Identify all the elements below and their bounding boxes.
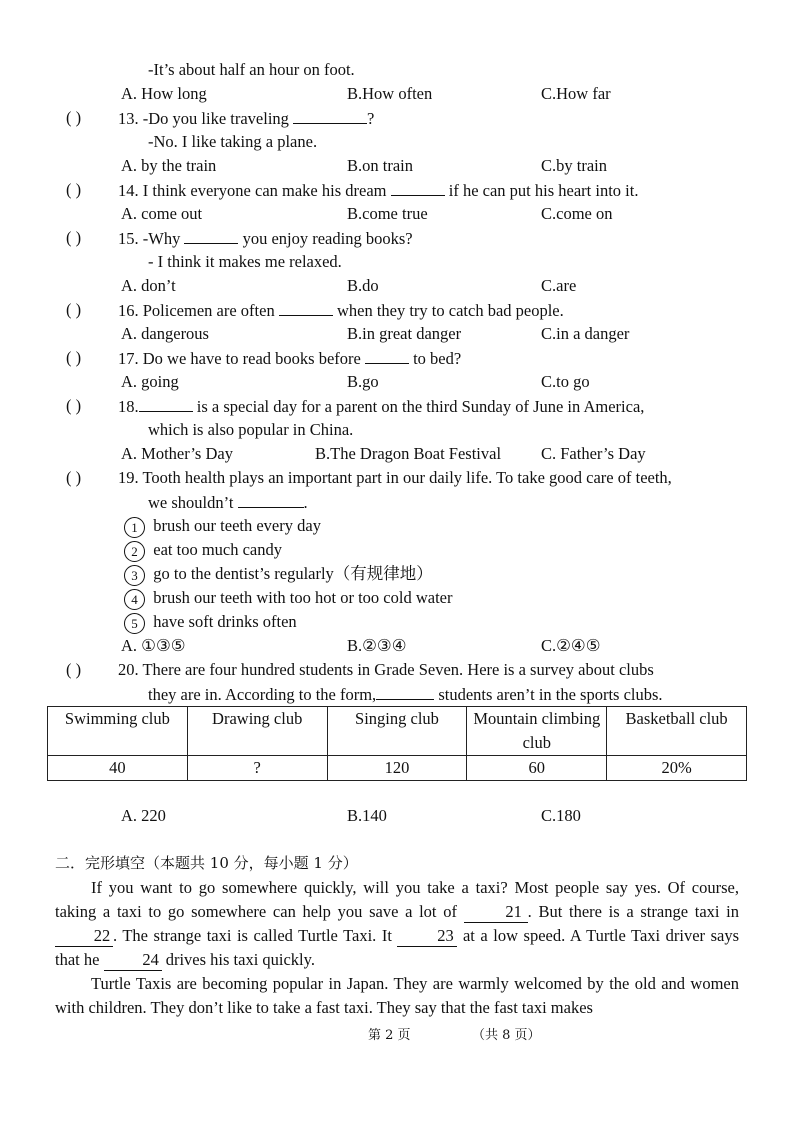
table-header-cell: Drawing club (187, 707, 327, 756)
q17-option-b: B.go (347, 372, 379, 391)
q16-blank (279, 298, 333, 316)
q20-stem-line2: they are in. According to the form, students aren’t in the sports clubs. (148, 682, 663, 707)
blank-22[interactable]: 22 (55, 926, 113, 947)
passage-paragraph-1: If you want to go somewhere quickly, will you take a taxi? Most people say yes. Of course, taking a taxi to go somewhere can help you save a lot of 21 . But there is a strange taxi in 22 . The strange taxi is called Turtle Taxi. It 23 at a low speed. A Turtle Taxi driver says that he 24 drives his taxi quickly. (55, 878, 739, 969)
q18-stem-line2: which is also popular in China. (148, 420, 354, 439)
q15-option-a: A. don’t (121, 276, 176, 295)
q15-blank (184, 226, 238, 244)
q16-stem: 16. Policemen are often when they try to catch bad people. (118, 298, 564, 323)
q19-option-a: A. ①③⑤ (121, 636, 186, 655)
q14-answer-paren[interactable]: ( ) (66, 180, 82, 199)
q13-blank (293, 106, 367, 124)
q18-blank (139, 394, 193, 412)
q19-item-3-number: 3 (124, 565, 145, 586)
q19-item-4-number: 4 (124, 589, 145, 610)
table-cell: ? (187, 756, 327, 781)
q18-option-a: A. Mother’s Day (121, 444, 233, 463)
q19-option-b: B.②③④ (347, 636, 407, 655)
q14-option-a: A. come out (121, 204, 203, 223)
q20-stem: 20. There are four hundred students in Grade Seven. Here is a survey about clubs (118, 660, 654, 679)
q19-stem-line2: we shouldn’t . (148, 490, 308, 515)
table-cell: 120 (327, 756, 467, 781)
q17-option-a: A. going (121, 372, 179, 391)
q19-answer-paren[interactable]: ( ) (66, 468, 82, 487)
q12-option-c: C.How far (541, 84, 611, 103)
club-survey-table (47, 706, 747, 781)
q19-blank (238, 490, 304, 508)
q15-stem: 15. -Why you enjoy reading books? (118, 226, 413, 251)
q13-answer-line: -No. I like taking a plane. (148, 132, 318, 151)
table-row (48, 756, 747, 781)
q18-option-c: C. Father’s Day (541, 444, 646, 463)
q16-option-a: A. dangerous (121, 324, 209, 343)
q19-item-4: 4 brush our teeth with too hot or too cold water (124, 586, 452, 610)
table-header-cell: Basketball club (607, 707, 747, 756)
q19-item-5: 5 have soft drinks often (124, 610, 297, 634)
q12-answer-line: -It’s about half an hour on foot. (148, 60, 355, 79)
q16-option-b: B.in great danger (347, 324, 462, 343)
section-heading: 二．完形填空（本题共 10 分，每小题 1 分） (55, 854, 358, 872)
q13-option-a: A. by the train (121, 156, 217, 175)
blank-23[interactable]: 23 (397, 926, 457, 947)
q15-answer-line: - I think it makes me relaxed. (148, 252, 342, 271)
table-header-row (48, 707, 747, 756)
blank-24[interactable]: 24 (104, 950, 162, 971)
q19-stem: 19. Tooth health plays an important part in our daily life. To take good care of teeth, (118, 468, 672, 487)
q20-option-c: C.180 (541, 806, 581, 825)
q19-item-5-number: 5 (124, 613, 145, 634)
q19-option-c: C.②④⑤ (541, 636, 601, 655)
passage-paragraph-2: Turtle Taxis are becoming popular in Japan. They are warmly welcomed by the old and women with children. They don’t like to take a fast taxi. They say that the fast taxi makes (55, 974, 739, 1017)
q15-option-b: B.do (347, 276, 379, 295)
q16-answer-paren[interactable]: ( ) (66, 300, 82, 319)
q14-option-b: B.come true (347, 204, 428, 223)
q18-option-b: B.The Dragon Boat Festival (315, 444, 502, 463)
q13-option-b: B.on train (347, 156, 413, 175)
q19-item-1: 1 brush our teeth every day (124, 514, 321, 538)
q19-item-2-number: 2 (124, 541, 145, 562)
q14-blank (391, 178, 445, 196)
table-header-cell: Swimming club (48, 707, 188, 756)
q17-option-c: C.to go (541, 372, 590, 391)
table-header-cell: Singing club (327, 707, 467, 756)
table-header-cell: Mountain climbing club (467, 707, 607, 756)
q19-item-2: 2 eat too much candy (124, 538, 282, 562)
q15-answer-paren[interactable]: ( ) (66, 228, 82, 247)
q15-option-c: C.are (541, 276, 577, 295)
q18-answer-paren[interactable]: ( ) (66, 396, 82, 415)
q17-answer-paren[interactable]: ( ) (66, 348, 82, 367)
table-cell: 40 (48, 756, 188, 781)
q13-stem: 13. -Do you like traveling ? (118, 106, 374, 131)
q13-option-c: C.by train (541, 156, 607, 175)
q20-blank (376, 682, 434, 700)
q19-item-1-number: 1 (124, 517, 145, 538)
q14-stem: 14. I think everyone can make his dream if he can put his heart into it. (118, 178, 638, 203)
blank-21[interactable]: 21 (464, 902, 528, 923)
q14-option-c: C.come on (541, 204, 613, 223)
q20-option-a: A. 220 (121, 806, 166, 825)
q13-answer-paren[interactable]: ( ) (66, 108, 82, 127)
q17-stem: 17. Do we have to read books before to bed? (118, 346, 461, 371)
q17-blank (365, 346, 409, 364)
q12-option-a: A. How long (121, 84, 207, 103)
q19-item-3: 3 go to the dentist’s regularly（有规律地） (124, 562, 433, 586)
q16-option-c: C.in a danger (541, 324, 630, 343)
q20-option-b: B.140 (347, 806, 387, 825)
q18-stem: 18. is a special day for a parent on the third Sunday of June in America, (118, 394, 644, 419)
page-total: （共 8 页） (472, 1028, 541, 1043)
page-number: 第 2 页 (368, 1028, 411, 1043)
q20-answer-paren[interactable]: ( ) (66, 660, 82, 679)
table-cell: 20% (607, 756, 747, 781)
table-cell: 60 (467, 756, 607, 781)
q12-option-b: B.How often (347, 84, 433, 103)
